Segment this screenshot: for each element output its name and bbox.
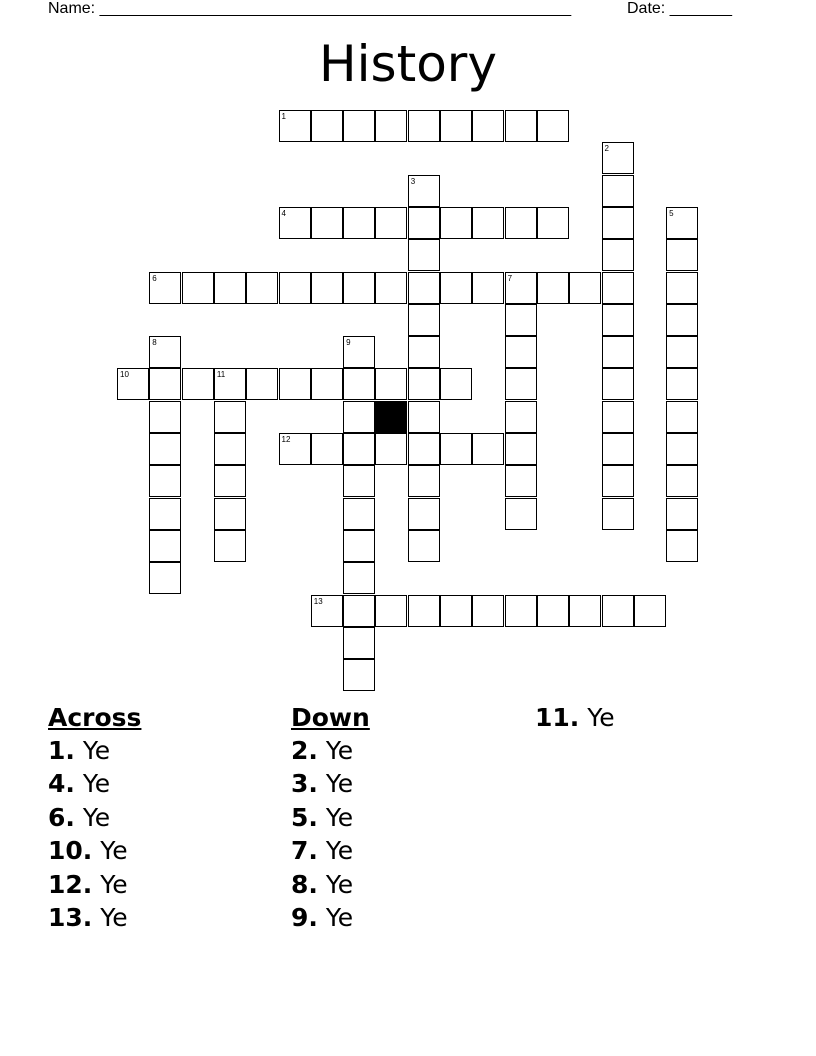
grid-cell[interactable]	[602, 239, 634, 271]
grid-cell[interactable]	[408, 498, 440, 530]
grid-cell[interactable]	[408, 336, 440, 368]
grid-cell[interactable]	[666, 433, 698, 465]
grid-cell[interactable]	[505, 272, 537, 304]
grid-cell[interactable]	[440, 207, 472, 239]
grid-cell[interactable]	[408, 110, 440, 142]
grid-cell[interactable]	[505, 110, 537, 142]
grid-cell[interactable]	[343, 498, 375, 530]
grid-cell[interactable]	[149, 433, 181, 465]
across-clue-10: 10. Ye	[48, 836, 128, 866]
cell-number: 6	[152, 273, 157, 283]
grid-cell[interactable]	[505, 368, 537, 400]
cell-number: 13	[313, 596, 323, 606]
grid-cell[interactable]	[666, 368, 698, 400]
grid-cell[interactable]	[569, 595, 601, 627]
grid-cell[interactable]	[375, 433, 407, 465]
grid-cell[interactable]	[214, 368, 246, 400]
cell-number: 9	[346, 338, 351, 348]
grid-cell[interactable]	[343, 659, 375, 691]
grid-cell[interactable]	[666, 498, 698, 530]
grid-cell[interactable]	[343, 530, 375, 562]
grid-cell[interactable]	[214, 498, 246, 530]
crossword-grid	[117, 110, 701, 695]
grid-cell[interactable]	[408, 207, 440, 239]
grid-cell[interactable]	[602, 207, 634, 239]
grid-cell[interactable]	[602, 272, 634, 304]
grid-cell[interactable]	[246, 272, 278, 304]
grid-cell[interactable]	[505, 433, 537, 465]
grid-cell[interactable]	[214, 433, 246, 465]
grid-cell[interactable]	[505, 465, 537, 497]
across-clue-12: 12. Ye	[48, 869, 128, 899]
grid-cell[interactable]	[408, 239, 440, 271]
grid-cell[interactable]	[311, 207, 343, 239]
black-cell	[375, 401, 407, 433]
grid-cell[interactable]	[279, 272, 311, 304]
grid-cell[interactable]	[666, 239, 698, 271]
grid-cell[interactable]	[666, 530, 698, 562]
grid-cell[interactable]	[375, 110, 407, 142]
grid-cell[interactable]	[666, 272, 698, 304]
down-clue-11: 11. Ye	[535, 703, 615, 732]
grid-cell[interactable]	[214, 465, 246, 497]
grid-cell[interactable]	[537, 595, 569, 627]
down-clue-7: 7. Ye	[291, 836, 354, 866]
grid-cell[interactable]	[472, 110, 504, 142]
grid-cell[interactable]	[343, 465, 375, 497]
grid-cell[interactable]	[311, 368, 343, 400]
down-clue-5: 5. Ye	[291, 802, 354, 832]
grid-cell[interactable]	[666, 304, 698, 336]
grid-cell[interactable]	[440, 433, 472, 465]
grid-cell[interactable]	[666, 401, 698, 433]
grid-cell[interactable]	[472, 272, 504, 304]
across-clue-1: 1. Ye	[48, 736, 111, 765]
grid-cell[interactable]	[117, 368, 149, 400]
cell-number: 1	[281, 112, 286, 121]
cell-number: 7	[507, 273, 513, 283]
grid-cell[interactable]	[602, 498, 634, 530]
grid-cell[interactable]	[375, 595, 407, 627]
grid-cell[interactable]	[343, 207, 375, 239]
grid-cell[interactable]	[408, 433, 440, 465]
grid-cell[interactable]	[182, 272, 214, 304]
grid-cell[interactable]	[408, 530, 440, 562]
grid-cell[interactable]	[505, 595, 537, 627]
grid-cell[interactable]	[343, 433, 375, 465]
grid-cell[interactable]	[343, 336, 375, 368]
down-clue-3: 3. Ye	[291, 769, 354, 799]
grid-cell[interactable]	[149, 465, 181, 497]
grid-cell[interactable]	[279, 110, 311, 142]
grid-cell[interactable]	[311, 272, 343, 304]
grid-cell[interactable]	[311, 110, 343, 142]
grid-cell[interactable]	[537, 110, 569, 142]
grid-cell[interactable]	[375, 207, 407, 239]
grid-cell[interactable]	[602, 336, 634, 368]
cell-number: 10	[120, 370, 129, 380]
across-clues	[48, 701, 141, 934]
grid-cell[interactable]	[602, 465, 634, 497]
grid-cell[interactable]	[505, 401, 537, 433]
grid-cell[interactable]	[440, 368, 472, 400]
cell-number: 12	[281, 435, 291, 444]
grid-cell[interactable]	[149, 401, 181, 433]
grid-cell[interactable]	[408, 175, 440, 207]
cell-number: 5	[669, 208, 674, 218]
grid-cell[interactable]	[408, 304, 440, 336]
grid-cell[interactable]	[343, 368, 375, 400]
grid-cell[interactable]	[343, 272, 375, 304]
grid-cell[interactable]	[279, 433, 311, 465]
grid-cell[interactable]	[279, 368, 311, 400]
grid-cell[interactable]	[602, 401, 634, 433]
grid-cell[interactable]	[666, 465, 698, 497]
grid-cell[interactable]	[634, 595, 666, 627]
grid-cell[interactable]	[505, 336, 537, 368]
grid-cell[interactable]	[602, 433, 634, 465]
down-clue-8: 8. Ye	[291, 869, 354, 899]
cell-number: 3	[410, 176, 416, 186]
grid-cell[interactable]	[375, 272, 407, 304]
grid-cell[interactable]	[343, 562, 375, 594]
grid-cell[interactable]	[569, 272, 601, 304]
grid-cell[interactable]	[537, 207, 569, 239]
grid-cell[interactable]	[472, 595, 504, 627]
grid-cell[interactable]	[440, 595, 472, 627]
grid-cell[interactable]	[214, 401, 246, 433]
grid-cell[interactable]	[666, 336, 698, 368]
grid-cell[interactable]	[602, 142, 634, 174]
grid-cell[interactable]	[408, 465, 440, 497]
cell-number: 2	[604, 144, 609, 154]
grid-cell[interactable]	[408, 595, 440, 627]
grid-cell[interactable]	[311, 433, 343, 465]
grid-cell[interactable]	[149, 368, 181, 400]
down-clues	[291, 701, 370, 934]
grid-cell[interactable]	[246, 368, 278, 400]
grid-cell[interactable]	[214, 272, 246, 304]
grid-cell[interactable]	[440, 272, 472, 304]
grid-cell[interactable]	[311, 595, 343, 627]
date-line: Date: _______	[627, 0, 732, 17]
page-title: History	[319, 35, 497, 93]
across-clue-4: 4. Ye	[48, 769, 111, 799]
grid-cell[interactable]	[408, 272, 440, 304]
grid-cell[interactable]	[602, 368, 634, 400]
across-clue-13: 13. Ye	[48, 902, 128, 932]
grid-cell[interactable]	[602, 304, 634, 336]
grid-cell[interactable]	[505, 207, 537, 239]
grid-cell[interactable]	[666, 207, 698, 239]
cell-number: 4	[281, 208, 286, 218]
grid-cell[interactable]	[408, 401, 440, 433]
grid-cell[interactable]	[602, 595, 634, 627]
grid-cell[interactable]	[279, 207, 311, 239]
grid-cell[interactable]	[149, 530, 181, 562]
down-clues-continued	[535, 701, 615, 734]
grid-cell[interactable]	[472, 207, 504, 239]
grid-cell[interactable]	[214, 530, 246, 562]
down-heading: Down	[291, 703, 370, 732]
grid-cell[interactable]	[375, 368, 407, 400]
grid-cell[interactable]	[149, 336, 181, 368]
grid-cell[interactable]	[505, 498, 537, 530]
down-clue-2: 2. Ye	[291, 736, 354, 765]
grid-cell[interactable]	[343, 627, 375, 659]
name-line: Name: _____________________________________________________	[48, 0, 572, 17]
grid-cell[interactable]	[149, 562, 181, 594]
grid-cell[interactable]	[602, 175, 634, 207]
across-clue-6: 6. Ye	[48, 802, 111, 832]
grid-cell[interactable]	[505, 304, 537, 336]
grid-cell[interactable]	[537, 272, 569, 304]
grid-cell[interactable]	[182, 368, 214, 400]
cell-number: 11	[216, 370, 226, 380]
across-heading: Across	[48, 703, 142, 732]
grid-cell[interactable]	[343, 595, 375, 627]
grid-cell[interactable]	[472, 433, 504, 465]
grid-cell[interactable]	[440, 110, 472, 142]
grid-cell[interactable]	[149, 498, 181, 530]
grid-cell[interactable]	[343, 110, 375, 142]
cell-number: 8	[152, 338, 157, 348]
grid-cell[interactable]	[408, 368, 440, 400]
grid-cell[interactable]	[149, 272, 181, 304]
grid-cell[interactable]	[343, 401, 375, 433]
down-clue-9: 9. Ye	[291, 902, 354, 932]
